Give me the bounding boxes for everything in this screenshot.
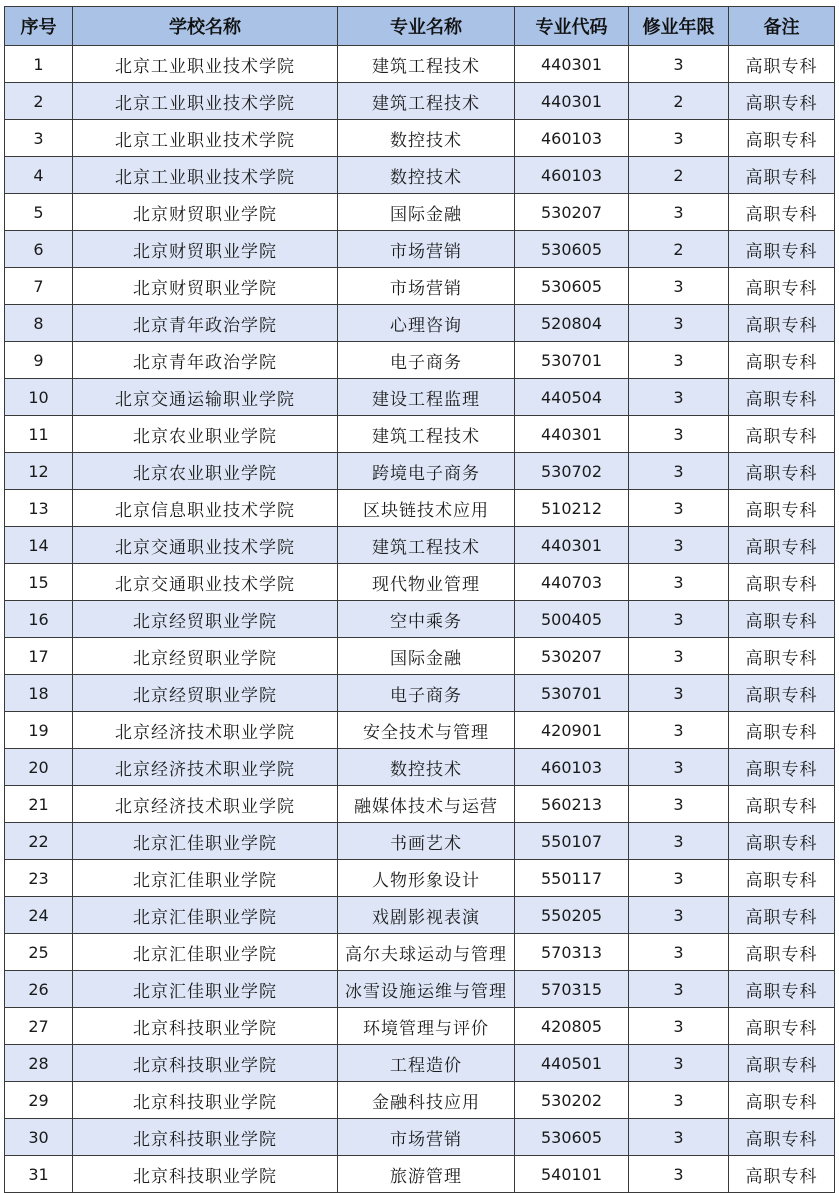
cell-study-years: 3 — [629, 601, 729, 638]
cell-major-name: 环境管理与评价 — [338, 1008, 515, 1045]
cell-remarks: 高职专科 — [729, 1119, 835, 1156]
cell-index: 24 — [5, 897, 73, 934]
cell-school-name: 北京科技职业学院 — [73, 1082, 338, 1119]
header-study-years: 修业年限 — [629, 7, 729, 46]
cell-study-years: 3 — [629, 749, 729, 786]
cell-study-years: 3 — [629, 194, 729, 231]
header-major-code: 专业代码 — [515, 7, 629, 46]
cell-major-code: 510212 — [515, 490, 629, 527]
cell-school-name: 北京财贸职业学院 — [73, 194, 338, 231]
cell-index: 16 — [5, 601, 73, 638]
cell-index: 25 — [5, 934, 73, 971]
cell-major-code: 530605 — [515, 1119, 629, 1156]
cell-study-years: 3 — [629, 379, 729, 416]
cell-major-code: 550205 — [515, 897, 629, 934]
cell-major-name: 金融科技应用 — [338, 1082, 515, 1119]
cell-remarks: 高职专科 — [729, 416, 835, 453]
cell-major-name: 数控技术 — [338, 120, 515, 157]
cell-major-code: 460103 — [515, 157, 629, 194]
cell-school-name: 北京经贸职业学院 — [73, 601, 338, 638]
cell-major-name: 市场营销 — [338, 268, 515, 305]
cell-school-name: 北京交通职业技术学院 — [73, 564, 338, 601]
cell-school-name: 北京汇佳职业学院 — [73, 971, 338, 1008]
cell-school-name: 北京交通运输职业学院 — [73, 379, 338, 416]
cell-school-name: 北京经济技术职业学院 — [73, 712, 338, 749]
cell-major-name: 跨境电子商务 — [338, 453, 515, 490]
cell-school-name: 北京经济技术职业学院 — [73, 786, 338, 823]
cell-index: 15 — [5, 564, 73, 601]
cell-major-name: 区块链技术应用 — [338, 490, 515, 527]
cell-remarks: 高职专科 — [729, 934, 835, 971]
cell-remarks: 高职专科 — [729, 268, 835, 305]
cell-remarks: 高职专科 — [729, 379, 835, 416]
table-row — [5, 1082, 835, 1119]
cell-study-years: 3 — [629, 675, 729, 712]
table-row — [5, 638, 835, 675]
cell-remarks: 高职专科 — [729, 1008, 835, 1045]
header-remarks: 备注 — [729, 7, 835, 46]
cell-major-name: 现代物业管理 — [338, 564, 515, 601]
cell-major-code: 440301 — [515, 83, 629, 120]
cell-remarks: 高职专科 — [729, 83, 835, 120]
cell-school-name: 北京科技职业学院 — [73, 1045, 338, 1082]
cell-remarks: 高职专科 — [729, 1082, 835, 1119]
cell-study-years: 3 — [629, 1045, 729, 1082]
table-row — [5, 157, 835, 194]
cell-major-name: 建筑工程技术 — [338, 527, 515, 564]
cell-study-years: 3 — [629, 1082, 729, 1119]
table-row — [5, 823, 835, 860]
cell-index: 2 — [5, 83, 73, 120]
table-row — [5, 601, 835, 638]
table-row — [5, 712, 835, 749]
cell-remarks: 高职专科 — [729, 749, 835, 786]
cell-major-code: 530207 — [515, 638, 629, 675]
cell-index: 22 — [5, 823, 73, 860]
cell-major-code: 570313 — [515, 934, 629, 971]
cell-school-name: 北京交通职业技术学院 — [73, 527, 338, 564]
cell-school-name: 北京工业职业技术学院 — [73, 120, 338, 157]
cell-index: 4 — [5, 157, 73, 194]
cell-major-code: 530202 — [515, 1082, 629, 1119]
cell-study-years: 3 — [629, 564, 729, 601]
cell-major-name: 冰雪设施运维与管理 — [338, 971, 515, 1008]
cell-major-code: 550117 — [515, 860, 629, 897]
cell-index: 26 — [5, 971, 73, 1008]
cell-index: 8 — [5, 305, 73, 342]
cell-remarks: 高职专科 — [729, 453, 835, 490]
table-row — [5, 342, 835, 379]
cell-study-years: 3 — [629, 712, 729, 749]
cell-major-name: 国际金融 — [338, 638, 515, 675]
table-row — [5, 971, 835, 1008]
cell-school-name: 北京经贸职业学院 — [73, 675, 338, 712]
cell-remarks: 高职专科 — [729, 971, 835, 1008]
cell-remarks: 高职专科 — [729, 342, 835, 379]
cell-major-name: 市场营销 — [338, 231, 515, 268]
cell-major-code: 530207 — [515, 194, 629, 231]
cell-study-years: 3 — [629, 786, 729, 823]
cell-major-name: 人物形象设计 — [338, 860, 515, 897]
cell-school-name: 北京青年政治学院 — [73, 305, 338, 342]
cell-school-name: 北京工业职业技术学院 — [73, 157, 338, 194]
cell-study-years: 2 — [629, 157, 729, 194]
cell-index: 6 — [5, 231, 73, 268]
table-row — [5, 83, 835, 120]
cell-index: 5 — [5, 194, 73, 231]
cell-study-years: 3 — [629, 268, 729, 305]
table-body — [5, 46, 835, 1193]
table-row — [5, 120, 835, 157]
cell-index: 19 — [5, 712, 73, 749]
cell-school-name: 北京科技职业学院 — [73, 1119, 338, 1156]
cell-school-name: 北京信息职业技术学院 — [73, 490, 338, 527]
cell-remarks: 高职专科 — [729, 194, 835, 231]
cell-major-code: 440703 — [515, 564, 629, 601]
cell-study-years: 3 — [629, 305, 729, 342]
table-row — [5, 1156, 835, 1193]
cell-index: 21 — [5, 786, 73, 823]
cell-index: 27 — [5, 1008, 73, 1045]
cell-major-code: 420805 — [515, 1008, 629, 1045]
cell-major-name: 旅游管理 — [338, 1156, 515, 1193]
cell-study-years: 3 — [629, 342, 729, 379]
cell-study-years: 3 — [629, 1008, 729, 1045]
cell-major-code: 460103 — [515, 120, 629, 157]
table-row — [5, 490, 835, 527]
table-row — [5, 749, 835, 786]
cell-major-name: 建设工程监理 — [338, 379, 515, 416]
cell-index: 31 — [5, 1156, 73, 1193]
cell-remarks: 高职专科 — [729, 46, 835, 83]
cell-major-name: 国际金融 — [338, 194, 515, 231]
cell-study-years: 3 — [629, 453, 729, 490]
cell-study-years: 2 — [629, 83, 729, 120]
cell-index: 14 — [5, 527, 73, 564]
header-row — [5, 7, 835, 46]
cell-major-code: 460103 — [515, 749, 629, 786]
cell-major-name: 安全技术与管理 — [338, 712, 515, 749]
cell-major-code: 440301 — [515, 46, 629, 83]
cell-major-code: 440301 — [515, 416, 629, 453]
cell-index: 29 — [5, 1082, 73, 1119]
cell-school-name: 北京汇佳职业学院 — [73, 860, 338, 897]
cell-major-code: 570315 — [515, 971, 629, 1008]
cell-index: 3 — [5, 120, 73, 157]
cell-study-years: 3 — [629, 897, 729, 934]
table-row — [5, 416, 835, 453]
cell-index: 12 — [5, 453, 73, 490]
table-row — [5, 305, 835, 342]
cell-major-code: 440501 — [515, 1045, 629, 1082]
cell-remarks: 高职专科 — [729, 675, 835, 712]
cell-school-name: 北京财贸职业学院 — [73, 231, 338, 268]
cell-major-name: 建筑工程技术 — [338, 46, 515, 83]
cell-index: 11 — [5, 416, 73, 453]
cell-school-name: 北京科技职业学院 — [73, 1008, 338, 1045]
cell-study-years: 3 — [629, 416, 729, 453]
header-major-name: 专业名称 — [338, 7, 515, 46]
cell-major-name: 书画艺术 — [338, 823, 515, 860]
cell-major-name: 数控技术 — [338, 157, 515, 194]
document-page — [4, 6, 834, 1193]
cell-study-years: 3 — [629, 638, 729, 675]
cell-major-name: 建筑工程技术 — [338, 416, 515, 453]
cell-remarks: 高职专科 — [729, 564, 835, 601]
cell-major-code: 420901 — [515, 712, 629, 749]
cell-study-years: 3 — [629, 934, 729, 971]
cell-remarks: 高职专科 — [729, 231, 835, 268]
cell-major-name: 心理咨询 — [338, 305, 515, 342]
cell-remarks: 高职专科 — [729, 823, 835, 860]
cell-remarks: 高职专科 — [729, 527, 835, 564]
majors-table — [4, 6, 835, 1193]
cell-remarks: 高职专科 — [729, 305, 835, 342]
table-row — [5, 1008, 835, 1045]
table-row — [5, 46, 835, 83]
cell-major-name: 建筑工程技术 — [338, 83, 515, 120]
table-row — [5, 1119, 835, 1156]
cell-index: 1 — [5, 46, 73, 83]
cell-remarks: 高职专科 — [729, 897, 835, 934]
cell-index: 9 — [5, 342, 73, 379]
cell-school-name: 北京汇佳职业学院 — [73, 823, 338, 860]
cell-index: 28 — [5, 1045, 73, 1082]
cell-study-years: 3 — [629, 527, 729, 564]
cell-major-code: 530701 — [515, 675, 629, 712]
cell-major-name: 数控技术 — [338, 749, 515, 786]
cell-school-name: 北京财贸职业学院 — [73, 268, 338, 305]
cell-major-name: 电子商务 — [338, 342, 515, 379]
cell-study-years: 3 — [629, 46, 729, 83]
cell-remarks: 高职专科 — [729, 786, 835, 823]
cell-remarks: 高职专科 — [729, 1045, 835, 1082]
cell-major-code: 560213 — [515, 786, 629, 823]
cell-school-name: 北京汇佳职业学院 — [73, 934, 338, 971]
cell-study-years: 3 — [629, 860, 729, 897]
header-index: 序号 — [5, 7, 73, 46]
cell-school-name: 北京青年政治学院 — [73, 342, 338, 379]
table-row — [5, 675, 835, 712]
cell-school-name: 北京汇佳职业学院 — [73, 897, 338, 934]
table-row — [5, 453, 835, 490]
cell-school-name: 北京工业职业技术学院 — [73, 83, 338, 120]
cell-remarks: 高职专科 — [729, 1156, 835, 1193]
cell-major-code: 530701 — [515, 342, 629, 379]
table-row — [5, 934, 835, 971]
cell-remarks: 高职专科 — [729, 490, 835, 527]
cell-study-years: 3 — [629, 120, 729, 157]
cell-major-code: 520804 — [515, 305, 629, 342]
table-row — [5, 268, 835, 305]
table-row — [5, 527, 835, 564]
cell-study-years: 3 — [629, 971, 729, 1008]
cell-major-name: 高尔夫球运动与管理 — [338, 934, 515, 971]
table-row — [5, 860, 835, 897]
cell-school-name: 北京经贸职业学院 — [73, 638, 338, 675]
cell-index: 18 — [5, 675, 73, 712]
cell-index: 30 — [5, 1119, 73, 1156]
table-row — [5, 231, 835, 268]
cell-index: 13 — [5, 490, 73, 527]
cell-major-code: 440504 — [515, 379, 629, 416]
cell-remarks: 高职专科 — [729, 120, 835, 157]
cell-major-code: 500405 — [515, 601, 629, 638]
cell-major-code: 550107 — [515, 823, 629, 860]
cell-major-name: 电子商务 — [338, 675, 515, 712]
cell-index: 7 — [5, 268, 73, 305]
table-row — [5, 786, 835, 823]
cell-major-name: 戏剧影视表演 — [338, 897, 515, 934]
cell-major-name: 融媒体技术与运营 — [338, 786, 515, 823]
cell-major-code: 440301 — [515, 527, 629, 564]
cell-study-years: 3 — [629, 1119, 729, 1156]
cell-school-name: 北京工业职业技术学院 — [73, 46, 338, 83]
header-school-name: 学校名称 — [73, 7, 338, 46]
table-row — [5, 194, 835, 231]
cell-index: 23 — [5, 860, 73, 897]
cell-remarks: 高职专科 — [729, 712, 835, 749]
cell-major-name: 工程造价 — [338, 1045, 515, 1082]
cell-study-years: 3 — [629, 1156, 729, 1193]
table-row — [5, 379, 835, 416]
cell-major-code: 530702 — [515, 453, 629, 490]
cell-major-code: 530605 — [515, 231, 629, 268]
cell-major-code: 540101 — [515, 1156, 629, 1193]
table-row — [5, 1045, 835, 1082]
cell-school-name: 北京科技职业学院 — [73, 1156, 338, 1193]
table-header — [5, 7, 835, 46]
cell-major-name: 市场营销 — [338, 1119, 515, 1156]
cell-index: 10 — [5, 379, 73, 416]
cell-remarks: 高职专科 — [729, 157, 835, 194]
cell-index: 17 — [5, 638, 73, 675]
cell-school-name: 北京农业职业学院 — [73, 453, 338, 490]
table-row — [5, 564, 835, 601]
cell-remarks: 高职专科 — [729, 601, 835, 638]
cell-remarks: 高职专科 — [729, 638, 835, 675]
cell-major-name: 空中乘务 — [338, 601, 515, 638]
cell-major-code: 530605 — [515, 268, 629, 305]
cell-remarks: 高职专科 — [729, 860, 835, 897]
cell-index: 20 — [5, 749, 73, 786]
cell-study-years: 2 — [629, 231, 729, 268]
table-row — [5, 897, 835, 934]
cell-school-name: 北京农业职业学院 — [73, 416, 338, 453]
cell-study-years: 3 — [629, 490, 729, 527]
cell-study-years: 3 — [629, 823, 729, 860]
cell-school-name: 北京经济技术职业学院 — [73, 749, 338, 786]
